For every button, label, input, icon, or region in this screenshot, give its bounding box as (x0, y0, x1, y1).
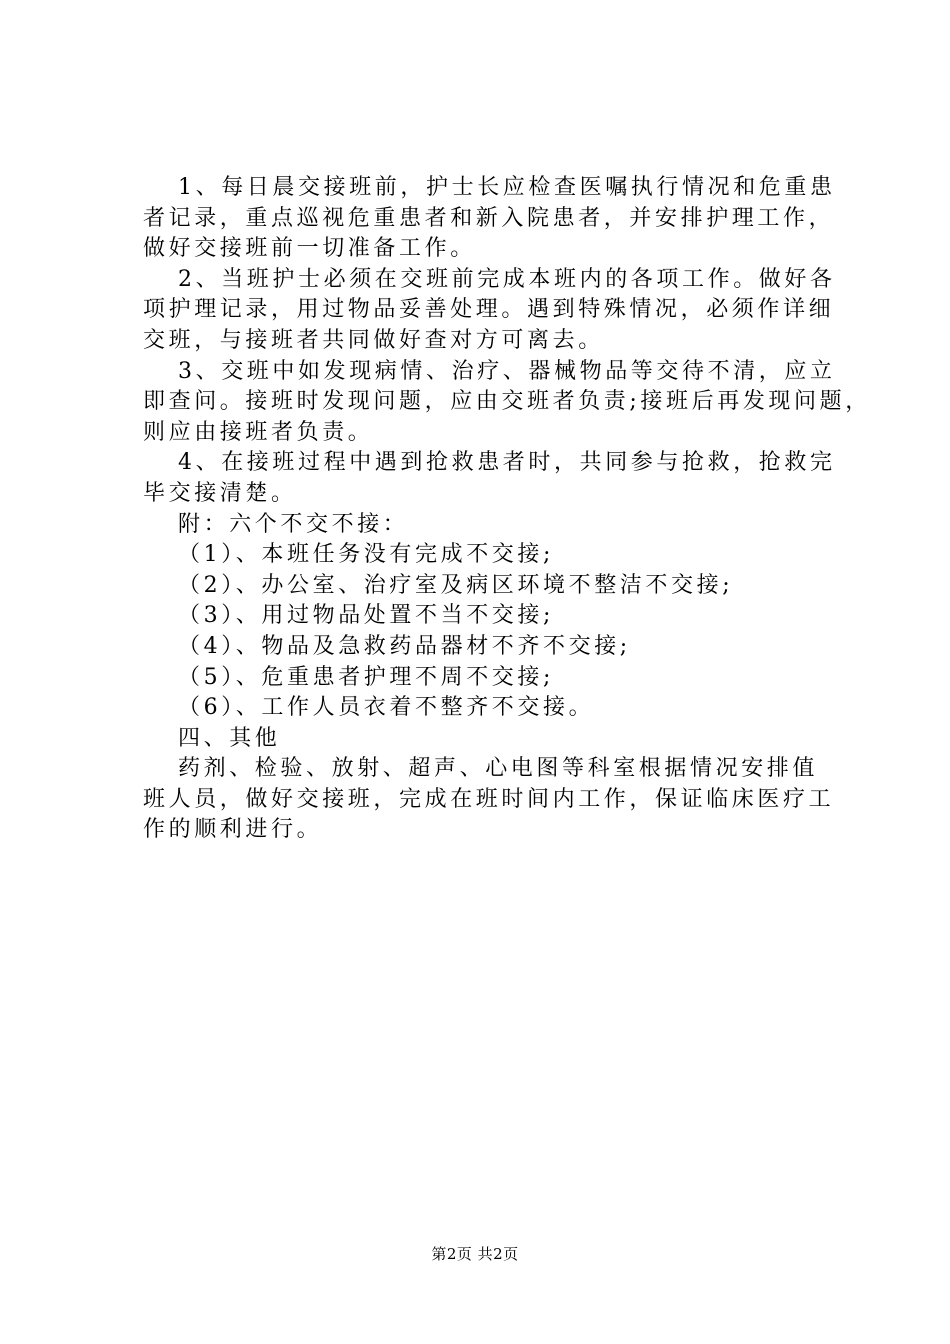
paragraph-4-line-2: 毕交接清楚。 (143, 480, 297, 506)
page-number-footer: 第2页 共2页 (431, 1245, 519, 1263)
paragraph-5-line-2: 班人员，做好交接班，完成在班时间内工作，保证临床医疗工 (143, 786, 835, 812)
appendix-item-1: （1）、本班任务没有完成不交接; (178, 542, 555, 568)
paragraph-3-line-3: 则应由接班者负责。 (143, 419, 374, 445)
paragraph-2-line-3: 交班，与接班者共同做好查对方可离去。 (143, 327, 604, 353)
appendix-item-3: （3）、用过物品处置不当不交接; (178, 603, 555, 629)
paragraph-3-line-1: 3、交班中如发现病情、治疗、器械物品等交待不清，应立 (178, 358, 836, 384)
appendix-item-6: （6）、工作人员衣着不整齐不交接。 (178, 695, 595, 721)
paragraph-2-line-1: 2、当班护士必须在交班前完成本班内的各项工作。做好各 (178, 266, 836, 292)
paragraph-4-line-1: 4、在接班过程中遇到抢救患者时，共同参与抢救，抢救完 (178, 450, 836, 476)
paragraph-1-line-2: 者记录，重点巡视危重患者和新入院患者，并安排护理工作， (143, 205, 835, 231)
appendix-heading: 附：六个不交不接： (178, 511, 409, 537)
paragraph-2-line-2: 项护理记录，用过物品妥善处理。遇到特殊情况，必须作详细 (143, 297, 835, 323)
paragraph-3-line-2: 即查问。接班时发现问题，应由交班者负责;接班后再发现问题， (143, 389, 871, 415)
paragraph-1-line-3: 做好交接班前一切准备工作。 (143, 236, 476, 262)
appendix-item-5: （5）、危重患者护理不周不交接; (178, 664, 555, 690)
paragraph-1-line-1: 1、每日晨交接班前，护士长应检查医嘱执行情况和危重患 (178, 175, 836, 200)
section-heading-other: 四、其他 (178, 725, 281, 751)
document-body (143, 173, 871, 846)
appendix-item-4: （4）、物品及急救药品器材不齐不交接; (178, 633, 631, 659)
appendix-item-2: （2）、办公室、治疗室及病区环境不整洁不交接; (178, 572, 734, 598)
paragraph-5-line-3: 作的顺利进行。 (143, 817, 323, 843)
paragraph-5-line-1: 药剂、检验、放射、超声、心电图等科室根据情况安排值 (178, 756, 819, 782)
